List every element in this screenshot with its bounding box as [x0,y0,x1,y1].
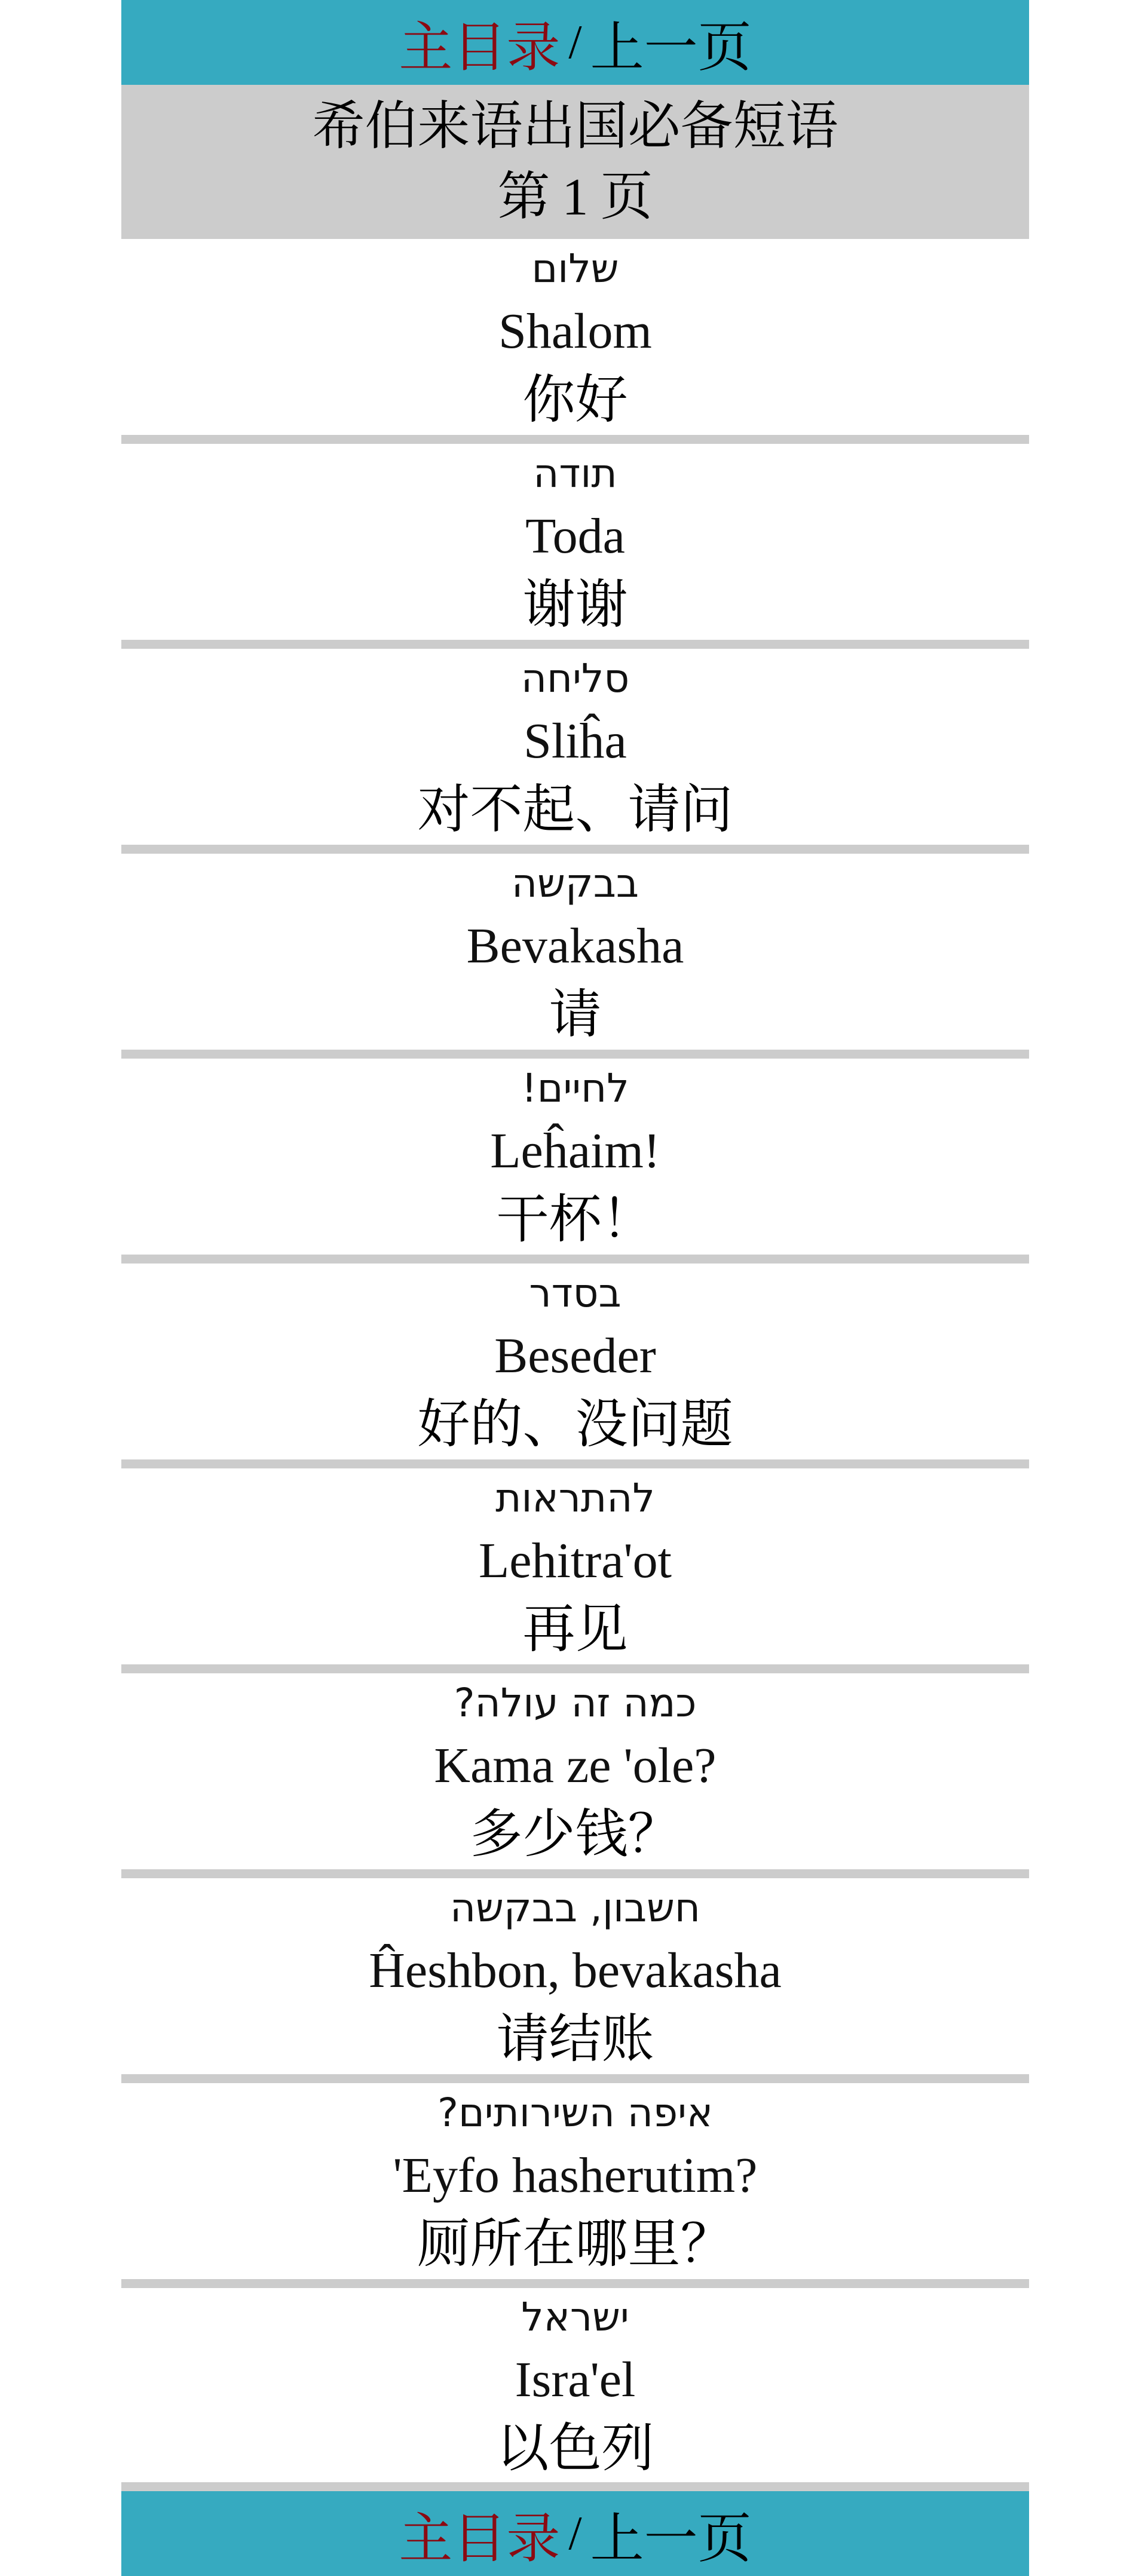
romanized-text: 'Eyfo hasherutim? [393,2148,758,2203]
previous-page-link[interactable]: 上一页 [590,16,752,79]
hebrew-text: לחיים! [521,1065,629,1111]
page-number: 1 [562,168,589,226]
phrase-entry [121,1468,1029,1673]
hebrew-text: בבקשה [511,860,639,906]
hebrew-text: כמה זה עולה? [454,1680,697,1726]
chinese-translation: 对不起、请问 [417,778,733,840]
phrasebook-page [121,0,1029,2576]
page-indicator [497,161,653,233]
home-link[interactable]: 主目录 [399,16,561,79]
romanized-text: Kama ze 'ole? [434,1738,717,1793]
hebrew-text: סליחה [521,655,630,701]
chinese-translation: 以色列 [496,2416,654,2479]
page-title: 希伯来语出国必备短语 [312,95,838,157]
hebrew-text: להתראות [495,1475,655,1521]
page-header [121,85,1029,239]
phrase-entry [121,1673,1029,1878]
hebrew-text: חשבון, בבקשה [450,1885,700,1931]
previous-page-link[interactable]: 上一页 [590,2507,752,2570]
romanized-text: Lehitra'ot [479,1533,672,1588]
chinese-translation: 厕所在哪里？ [417,2213,733,2274]
divider [121,2482,1029,2491]
top-nav-bar [121,0,1029,85]
chinese-translation: 谢谢 [522,574,628,635]
chinese-translation: 再见 [522,1598,628,1660]
chinese-translation: 请 [549,983,602,1045]
romanized-text: Toda [525,508,625,564]
phrase-entry [121,2083,1029,2288]
chinese-translation: 你好 [522,369,628,430]
romanized-text: Bevakasha [466,918,684,974]
hebrew-text: איפה השירותים? [437,2090,714,2136]
chinese-translation: 好的、没问题 [417,1393,733,1455]
page-prefix: 第 [497,165,550,227]
chinese-translation: 多少钱？ [470,1803,681,1864]
romanized-text: Leĥaim! [490,1123,660,1179]
nav-separator: / [568,16,582,69]
phrase-entry [121,2288,1029,2482]
romanized-text: Ĥeshbon, bevakasha [369,1943,782,1998]
romanized-text: Beseder [494,1328,656,1384]
hebrew-text: ישראל [521,2293,629,2340]
phrase-entry [121,239,1029,444]
home-link[interactable]: 主目录 [399,2507,561,2570]
phrase-entry [121,1264,1029,1468]
phrase-entry [121,1878,1029,2083]
romanized-text: Sliĥa [524,713,627,769]
romanized-text: Isra'el [515,2351,636,2408]
chinese-translation: 请结账 [496,2008,654,2069]
phrase-entry [121,1059,1029,1264]
hebrew-text: שלום [531,246,619,292]
romanized-text: Shalom [498,303,652,359]
hebrew-text: תודה [533,450,617,496]
page-suffix: 页 [600,165,653,227]
hebrew-text: בסדר [529,1270,622,1316]
nav-separator: / [568,2507,582,2560]
chinese-translation: 干杯！ [496,1188,654,1250]
phrase-entry [121,444,1029,649]
phrase-entry [121,649,1029,854]
phrase-entry [121,854,1029,1059]
bottom-nav-bar [121,2491,1029,2576]
